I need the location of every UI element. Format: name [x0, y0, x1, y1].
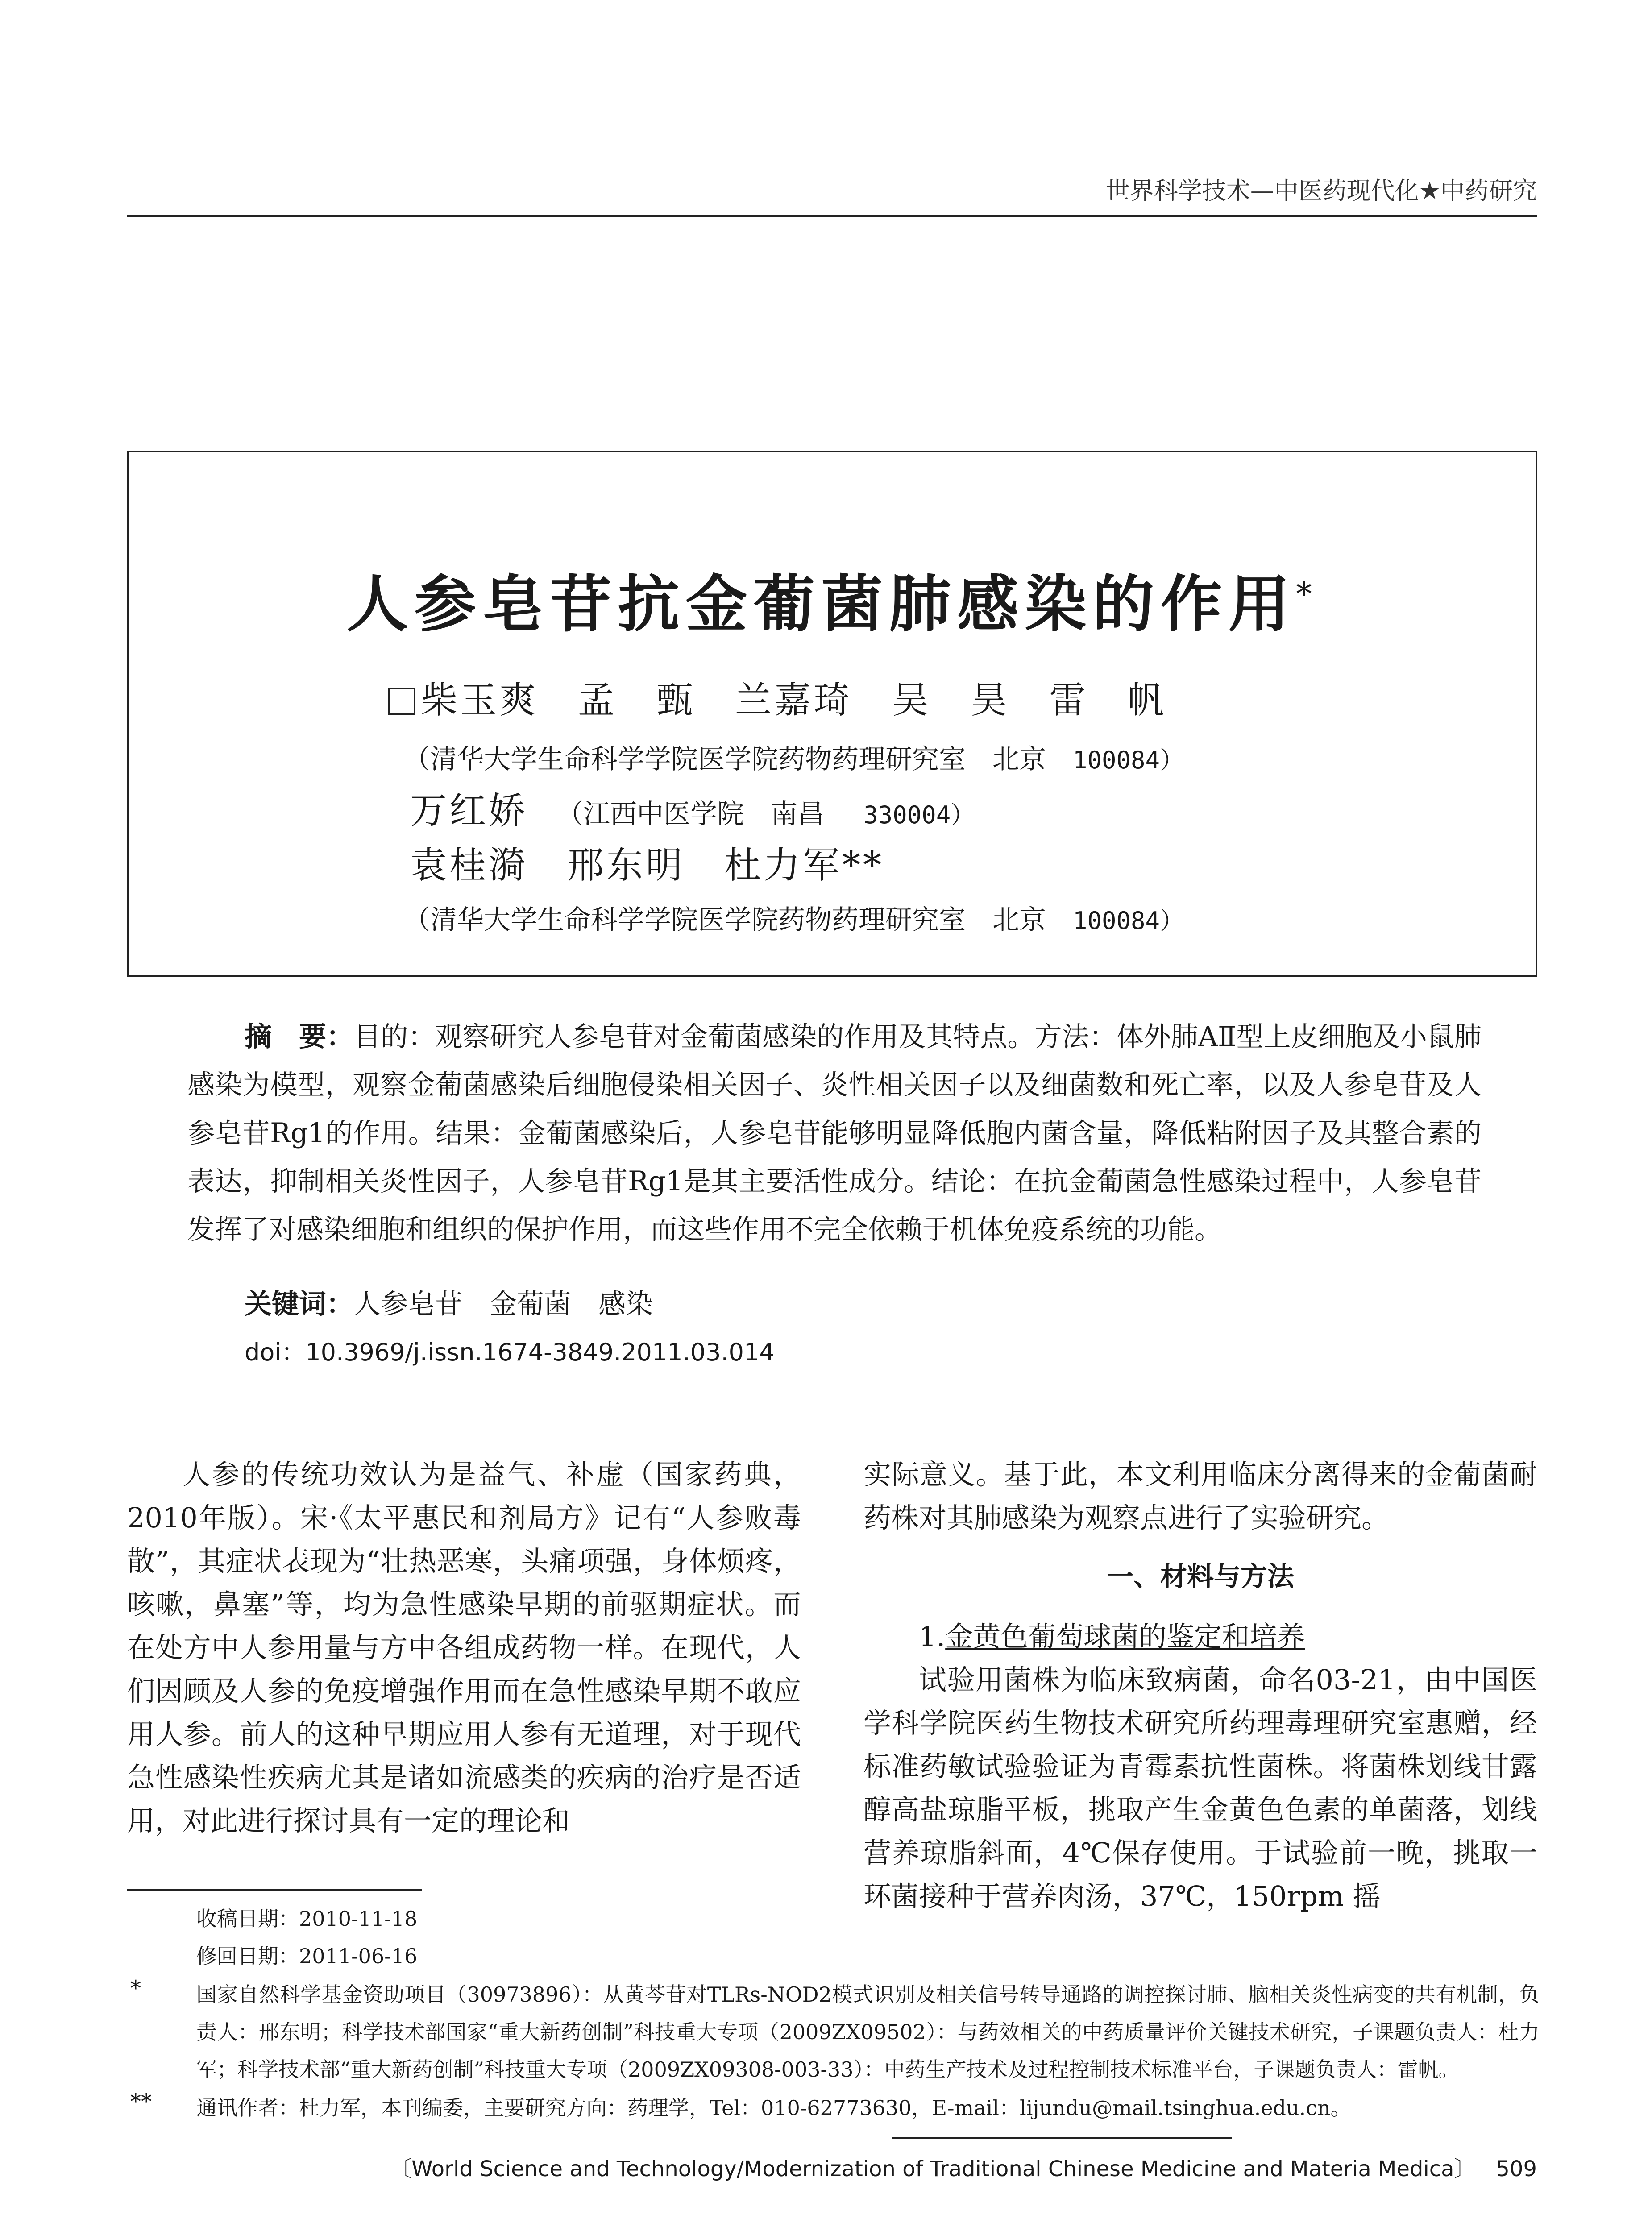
- affiliation-3-code: 100084）: [1073, 907, 1184, 935]
- abstract-text: 目的：观察研究人参皂苷对金葡菌感染的作用及其特点。方法：体外肺AⅡ型上皮细胞及小鼠肺感染为模型，观察金葡菌感染后细胞侵染相关因子、炎性相关因子以及细菌数和死亡率，以及人参皂苷及人参皂苷Rg1的作用。结果：金葡菌感染后，人参皂苷能够明显降低胞内菌含量，降低粘附因子及其整合素的表达，抑制相关炎性因子，人参皂苷Rg1是其主要活性成分。结论：在抗金葡菌急性感染过程中，人参皂苷发挥了对感染细胞和组织的保护作用，而这些作用不完全依赖于机体免疫系统的功能。: [187, 1021, 1482, 1245]
- subsection-title: [863, 1615, 1537, 1658]
- affiliation-1: [403, 738, 1184, 776]
- header-rule: [127, 215, 1537, 217]
- fund-footnote: 国家自然科学基金资助项目（30973896）：从黄芩苷对TLRs-NOD2模式识别及相关信号转导通路的调控探讨肺、脑相关炎性病变的共有机制，负责人：邢东明；科学技术部国家“重大新药创制”科技重大专项（2009ZX09502）：与药效相关的中药质量评价关键技术研究，子课题负责人：杜力军；科学技术部“重大新药创制”科技重大专项（2009ZX09308-003-33）：中药生产技术及过程控制技术标准平台，子课题负责人：雷帆。: [196, 1982, 1540, 2082]
- author-names-3: 袁桂漪 邢东明 杜力军**: [410, 844, 884, 887]
- affiliation-2-code: 330004）: [863, 801, 975, 829]
- affiliation-1-text: （清华大学生命科学学院医学院药物药理研究室 北京: [403, 744, 1046, 775]
- author-line-1: [388, 671, 1167, 723]
- affiliation-3-text: （清华大学生命科学学院医学院药物药理研究室 北京: [403, 904, 1046, 936]
- corresponding-footnote: 通讯作者：杜力军，本刊编委，主要研究方向：药理学，Tel：010-62773630，E-mail：lijundu@mail.tsinghua.edu.cn。: [196, 2096, 1351, 2120]
- body-paragraph: 试验用菌株为临床致病菌，命名03-21，由中国医学科学院医药生物技术研究所药理毒理研究室惠赠，经标准药敏试验验证为青霉素抗性菌株。将菌株划线甘露醇高盐琼脂平板，挑取产生金黄色色素的单菌落，划线营养琼脂斜面，4℃保存使用。于试验前一晚，挑取一环菌接种于营养肉汤，37℃，150rpm 摇: [863, 1663, 1537, 1912]
- footer-citation: [390, 2152, 1537, 2182]
- fund-footnote-mark: *: [130, 1976, 141, 2001]
- author-line-2: [410, 782, 975, 834]
- page-number: 509: [1496, 2156, 1537, 2181]
- abstract: [187, 1013, 1482, 1254]
- square-icon: [388, 688, 415, 715]
- affiliation-1-code: 100084）: [1073, 746, 1184, 774]
- body-column-left: [127, 1453, 801, 1842]
- author-line-3: [410, 836, 884, 888]
- corresponding-footnote-mark: **: [130, 2089, 152, 2114]
- title-footnote-mark: *: [1296, 576, 1318, 612]
- footnote-rule: [127, 1889, 422, 1891]
- section-title: 一、材料与方法: [1107, 1561, 1294, 1592]
- body-paragraph: 人参的传统功效认为是益气、补虚（国家药典，2010年版）。宋·《太平惠民和剂局方》记有“人参败毒散”，其症状表现为“壮热恶寒，头痛项强，身体烦疼，咳嗽，鼻塞”等，均为急性感染早期的前驱期症状。而在处方中人参用量与方中各组成药物一样。在现代，人们因顾及人参的免疫增强作用而在急性感染早期不敢应用人参。前人的这种早期应用人参有无道理，对于现代急性感染性疾病尤其是诸如流感类的疾病的治疗是否适用，对此进行探讨具有一定的理论和: [127, 1458, 801, 1837]
- journal-citation: 〔World Science and Technology/Modernization of Traditional Chinese Medicine and Materia Medica〕: [390, 2156, 1476, 2181]
- title-text: 人参皂苷抗金葡菌肺感染的作用: [346, 568, 1296, 640]
- abstract-label: 摘 要：: [245, 1021, 354, 1053]
- subsection-title-text: 金黄色葡萄球菌的鉴定和培养: [945, 1620, 1305, 1653]
- subsection-number: 1.: [919, 1620, 946, 1653]
- author-names-1: 柴玉爽 孟 甄 兰嘉琦 吴 昊 雷 帆: [421, 679, 1167, 722]
- article-title: [129, 555, 1536, 643]
- author-names-2: 万红娇: [410, 790, 528, 832]
- received-date: 收稿日期：2010-11-18: [196, 1907, 418, 1931]
- keywords: [245, 1282, 653, 1321]
- affiliation-2-text: （江西中医学院 南昌: [556, 799, 825, 830]
- keywords-label: 关键词：: [245, 1288, 354, 1320]
- affiliation-3: [403, 899, 1184, 937]
- journal-header: 世界科学技术—中医药现代化★中药研究: [1105, 177, 1537, 205]
- footnote-rule-right: [892, 2137, 1232, 2139]
- revised-date: 修回日期：2011-06-16: [196, 1944, 418, 1968]
- body-paragraph: 实际意义。基于此，本文利用临床分离得来的金葡菌耐药株对其肺感染为观察点进行了实验研究。: [863, 1458, 1537, 1534]
- doi: doi：10.3969/j.issn.1674-3849.2011.03.014: [245, 1338, 775, 1366]
- title-box: [127, 451, 1537, 977]
- keywords-text: 人参皂苷 金葡菌 感染: [353, 1288, 653, 1320]
- body-column-right: [863, 1453, 1537, 1918]
